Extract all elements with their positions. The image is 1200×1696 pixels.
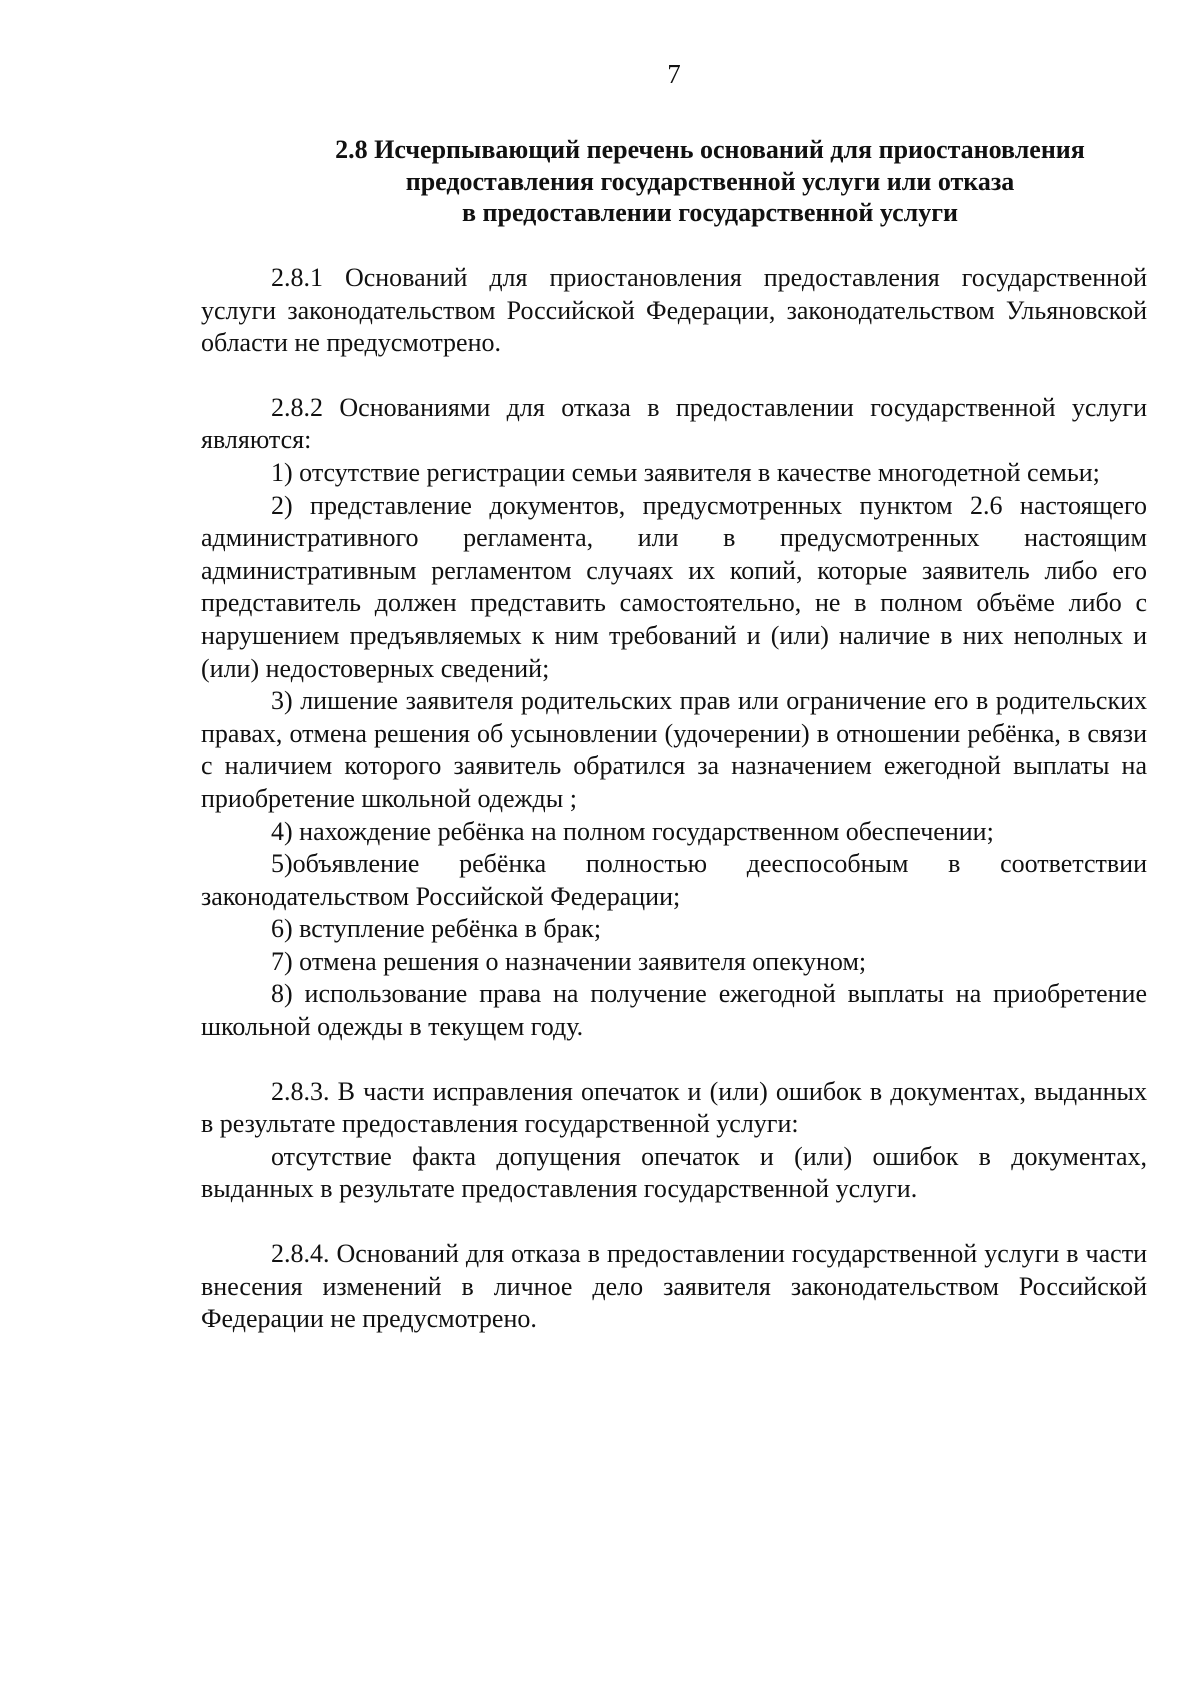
section-heading-line-3: в предоставлении государственной услуги xyxy=(461,198,958,227)
paragraph-2-8-3: 2.8.3. В части исправления опечаток и (или) ошибок в документах, выданных в результате предоставления государственной услуги: xyxy=(201,1076,1147,1139)
list-item-4: 4) нахождение ребёнка на полном государственном обеспечении; xyxy=(271,816,994,846)
section-heading-line-2: предоставления государственной услуги или отказа xyxy=(405,166,1015,196)
list-item-1: 1) отсутствие регистрации семьи заявителя в качестве многодетной семьи; xyxy=(271,457,1100,487)
paragraph-2-8-4: 2.8.4. Оснований для отказа в предоставлении государственной услуги в части внесения изменений в личное дело заявителя законодательством Российской Федерации не предусмотрено. xyxy=(201,1239,1147,1334)
section-heading xyxy=(300,134,1120,229)
list-item-7: 7) отмена решения о назначении заявителя опекуном; xyxy=(271,946,867,976)
list-item-3: 3) лишение заявителя родительских прав или ограничение его в родительских правах, отмена решения об усыновлении (удочерении) в отношении ребёнка, в связи с наличием которого заявитель обратился за назначением ежегодной выплаты на приобретение школьной одежды ; xyxy=(201,686,1147,813)
section-heading-line-1: 2.8 Исчерпывающий перечень оснований для приостановления xyxy=(335,135,1085,164)
paragraph-2-8-1: 2.8.1 Оснований для приостановления предоставления государственной услуги законодательством Российской Федерации, законодательством Ульяновской области не предусмотрено. xyxy=(201,263,1147,358)
list-item-8: 8) использование права на получение ежегодной выплаты на приобретение школьной одежды в текущем году. xyxy=(201,979,1147,1042)
list-item-5: 5)объявление ребёнка полностью дееспособным в соответствии законодательством Российской Федерации; xyxy=(201,849,1147,911)
paragraph-2-8-3-detail: отсутствие факта допущения опечаток и (или) ошибок в документах, выданных в результате предоставления государственной услуги. xyxy=(201,1141,1147,1204)
list-item-6: 6) вступление ребёнка в брак; xyxy=(271,914,602,944)
page-number: 7 xyxy=(667,59,681,89)
paragraph-2-8-2: 2.8.2 Основаниями для отказа в предоставлении государственной услуги являются: xyxy=(201,392,1147,455)
list-item-2: 2) представление документов, предусмотренных пунктом 2.6 настоящего административного регламента, или в предусмотренных настоящим административным регламентом случаях их копий, которые заявитель либо его представитель должен представить самостоятельно, не в полном объёме либо с нарушением предъявляемых к ним требований и (или) наличие в них неполных и (или) недостоверных сведений; xyxy=(201,490,1147,683)
document-body xyxy=(201,262,1147,1336)
